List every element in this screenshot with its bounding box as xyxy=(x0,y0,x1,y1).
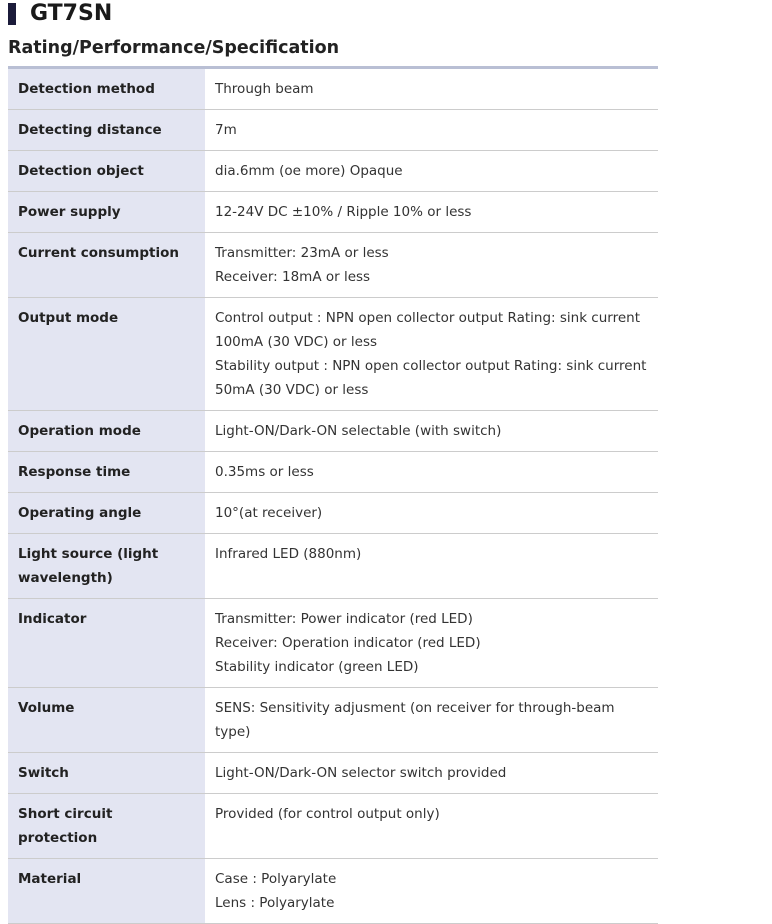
spec-value-line: Infrared LED (880nm) xyxy=(215,546,362,562)
spec-label: Volume xyxy=(8,688,205,753)
table-row xyxy=(8,599,658,688)
spec-label: Operating angle xyxy=(8,493,205,534)
table-row xyxy=(8,534,658,599)
spec-label: Short circuit protection xyxy=(8,794,205,859)
table-row xyxy=(8,151,658,192)
spec-value xyxy=(205,688,658,753)
model-heading xyxy=(8,0,658,28)
table-row xyxy=(8,859,658,924)
spec-value-line: Provided (for control output only) xyxy=(215,806,440,822)
section-title: Rating/Performance/Specification xyxy=(8,38,340,58)
spec-value xyxy=(205,493,658,534)
spec-value-line: Through beam xyxy=(215,81,314,97)
spec-label: Operation mode xyxy=(8,411,205,452)
spec-value xyxy=(205,452,658,493)
spec-value-line: 7m xyxy=(215,122,237,138)
spec-value xyxy=(205,859,658,924)
spec-value-line: Lens : Polyarylate xyxy=(215,895,335,911)
spec-value xyxy=(205,753,658,794)
spec-label: Detection method xyxy=(8,68,205,110)
spec-value-line: Receiver: 18mA or less xyxy=(215,269,371,285)
spec-label: Material xyxy=(8,859,205,924)
spec-label: Response time xyxy=(8,452,205,493)
spec-value-line: dia.6mm (oe more) Opaque xyxy=(215,163,403,179)
spec-value-line: 0.35ms or less xyxy=(215,464,314,480)
spec-label: Output mode xyxy=(8,298,205,411)
spec-label: Indicator xyxy=(8,599,205,688)
spec-value-line: Control output : NPN open collector output Rating: sink current 100mA (30 VDC) or less xyxy=(215,310,640,350)
spec-value-line: Case : Polyarylate xyxy=(215,871,337,887)
table-row xyxy=(8,493,658,534)
table-row xyxy=(8,753,658,794)
table-row xyxy=(8,110,658,151)
spec-label: Detecting distance xyxy=(8,110,205,151)
spec-label: Power supply xyxy=(8,192,205,233)
spec-label: Current consumption xyxy=(8,233,205,298)
table-row xyxy=(8,688,658,753)
spec-value xyxy=(205,68,658,110)
spec-value-line: SENS: Sensitivity adjusment (on receiver for through-beam type) xyxy=(215,700,615,740)
spec-label: Light source (light wavelength) xyxy=(8,534,205,599)
heading-accent-bar xyxy=(8,3,16,25)
spec-label: Detection object xyxy=(8,151,205,192)
spec-value-line: Transmitter: Power indicator (red LED) xyxy=(215,611,473,627)
spec-value-line: Transmitter: 23mA or less xyxy=(215,245,389,261)
table-row xyxy=(8,794,658,859)
spec-value xyxy=(205,599,658,688)
spec-value-line: 10°(at receiver) xyxy=(215,505,323,521)
spec-value-line: Stability indicator (green LED) xyxy=(215,659,419,675)
spec-value xyxy=(205,192,658,233)
table-row xyxy=(8,411,658,452)
spec-value-line: 12-24V DC ±10% / Ripple 10% or less xyxy=(215,204,472,220)
model-title: GT7SN xyxy=(30,1,113,26)
spec-value-line: Light-ON/Dark-ON selector switch provided xyxy=(215,765,507,781)
spec-value xyxy=(205,534,658,599)
spec-value-line: Light-ON/Dark-ON selectable (with switch) xyxy=(215,423,502,439)
table-row xyxy=(8,68,658,110)
table-row xyxy=(8,192,658,233)
table-row xyxy=(8,298,658,411)
spec-value xyxy=(205,151,658,192)
spec-label: Switch xyxy=(8,753,205,794)
spec-value xyxy=(205,233,658,298)
spec-value-line: Stability output : NPN open collector output Rating: sink current 50mA (30 VDC) or less xyxy=(215,358,647,398)
spec-value xyxy=(205,794,658,859)
spec-value xyxy=(205,411,658,452)
spec-value xyxy=(205,110,658,151)
table-row xyxy=(8,452,658,493)
spec-table xyxy=(8,66,658,924)
spec-value-line: Receiver: Operation indicator (red LED) xyxy=(215,635,481,651)
table-row xyxy=(8,233,658,298)
spec-value xyxy=(205,298,658,411)
